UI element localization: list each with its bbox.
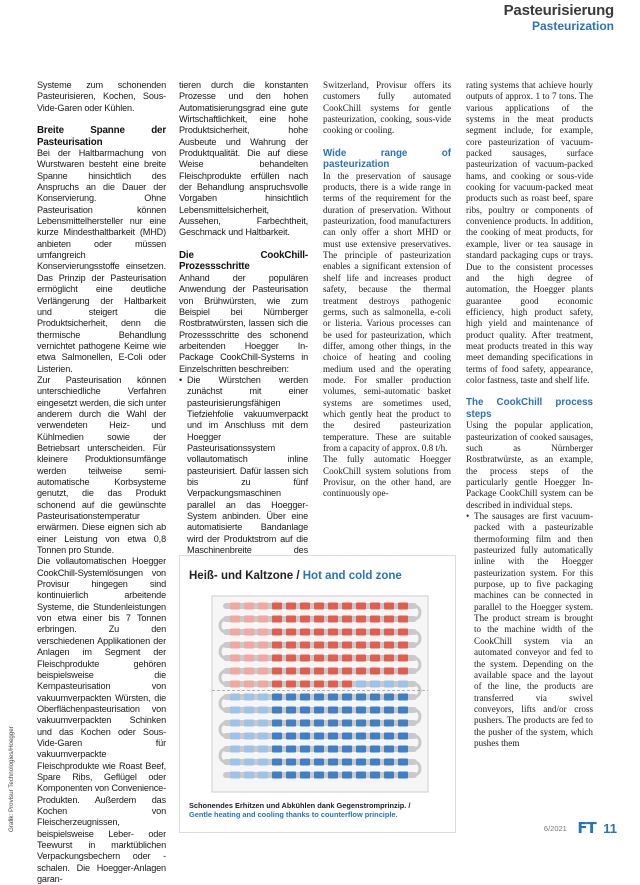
cold-pack: [356, 746, 366, 753]
hot-pack: [300, 655, 310, 662]
cold-pack: [384, 746, 394, 753]
paragraph: In the preservation of sausage products, there is a wide range in terms of the requirement for the duration of preservation. Without pasteurization, food manufacturers can only offer a short MHD or must use extensive preservatives. The principle of pasteurization enables a significant extension of shelf life and increases product safety, because the thermal treatment destroys pathogenic germs, such as salmonella, e-coli or listeria. Various processes can be used for pasteurization, which differ, among other things, in the choice of heating and cooling medium used and the operating mode. For smaller production volumes, semi-automatic basket systems are sometimes used, which gently heat the product to the desired pasteurization temperature. These are suitable from a capacity of approx. 0.8 t/h.: [323, 170, 451, 453]
cold-pack: [300, 759, 310, 766]
cold-pack: [244, 694, 254, 701]
cold-pack: [272, 707, 282, 714]
cold-pack: [398, 746, 408, 753]
hot-pack: [258, 603, 268, 610]
cold-pack: [398, 733, 408, 740]
cold-pack: [244, 772, 254, 779]
paragraph: Zur Pasteurisation können unterschiedliche Verfahren eingesetzt werden, die sich unter anderem durch die Wahl der verwendeten Heiz- und Kühlmedien sowie der Betriebsart unterscheiden. Für kleinere Produktionsumfänge werden teilweise semi-automatische Korbsysteme genutzt, die das Produkt schonend auf die gewünschte Pasteurisationstemperatur erwärmen. Diese eignen sich ab einer Leistung von etwa 0,8 Tonnen pro Stunde.: [37, 374, 166, 556]
hot-pack: [230, 603, 240, 610]
cold-pack: [314, 759, 324, 766]
cold-pack: [328, 759, 338, 766]
cold-pack: [356, 759, 366, 766]
hot-pack: [258, 655, 268, 662]
hot-pack: [398, 655, 408, 662]
hot-pack: [272, 603, 282, 610]
hot-pack: [230, 616, 240, 623]
hot-pack: [342, 603, 352, 610]
section-subtitle: Pasteurization: [531, 19, 614, 33]
cold-pack: [342, 772, 352, 779]
cold-pack: [230, 759, 240, 766]
cold-pack: [342, 707, 352, 714]
hot-pack: [342, 629, 352, 636]
spacer: [323, 137, 451, 148]
cold-pack: [286, 746, 296, 753]
cold-pack: [398, 694, 408, 701]
cold-pack: [328, 733, 338, 740]
hot-pack: [244, 642, 254, 649]
figure-title-de: Heiß- und Kaltzone: [189, 570, 294, 582]
hot-pack: [258, 681, 268, 688]
hot-pack: [342, 642, 352, 649]
cold-pack: [328, 694, 338, 701]
hot-pack: [258, 668, 268, 675]
hot-pack: [342, 681, 352, 688]
paragraph: Switzerland, Provisur offers its customers fully automated CookChill systems for gentle pasteurization, cooking, sous-vide cooking or cooling.: [323, 80, 451, 136]
hot-pack: [314, 629, 324, 636]
column-english-2: [466, 80, 593, 749]
section-title: Pasteurisierung: [503, 2, 614, 19]
hot-pack: [230, 642, 240, 649]
column-german-1: [37, 80, 166, 885]
paragraph: rating systems that achieve hourly outputs of approx. 1 to 7 tons. The various applications of the systems in the meat products segment include, for example, core pasteurization of vacuum-packed sausages, surface pasteurization of vacuum-packed hams, and cooking or sous-vide cooking for vacuum-packed meat products such as roast beef, spare ribs, poultry or components of convenience products. In addition, the cooking of meat products, for example, liver or tea sausage in standard packaging cups or trays. Due to the consistent processes and the high degree of automation, the Hoegger plants guarantee good economic efficiency, high product safety, high yield and maintenance of product quality. After treatment, meat products treated in this way meet demanding specifications in terms of food safety, appearance, color fastness, taste and shelf life.: [466, 80, 593, 385]
cold-pack: [370, 759, 380, 766]
figure-title-separator: /: [293, 570, 303, 582]
hot-pack: [384, 629, 394, 636]
hot-pack: [384, 655, 394, 662]
cold-pack: [370, 707, 380, 714]
bullet-item: [179, 375, 308, 568]
hot-pack: [286, 616, 296, 623]
issue-number: 6/2021: [543, 824, 567, 834]
hot-pack: [356, 681, 366, 688]
caption-en: Gentle heating and cooling thanks to counterflow principle.: [189, 810, 398, 820]
hot-pack: [300, 668, 310, 675]
cold-pack: [258, 759, 268, 766]
hot-pack: [300, 629, 310, 636]
hot-pack: [314, 655, 324, 662]
cold-pack: [286, 694, 296, 701]
magazine-logo: FT: [577, 819, 596, 838]
hot-pack: [356, 668, 366, 675]
hot-pack: [244, 668, 254, 675]
hot-pack: [272, 642, 282, 649]
hot-pack: [384, 616, 394, 623]
subheading: Die CookChill-Prozessschritte: [179, 249, 308, 273]
cold-pack: [384, 720, 394, 727]
cold-pack: [384, 694, 394, 701]
cold-pack: [230, 720, 240, 727]
cold-pack: [384, 772, 394, 779]
cold-pack: [398, 759, 408, 766]
cold-pack: [286, 720, 296, 727]
hot-pack: [370, 681, 380, 688]
hot-pack: [314, 616, 324, 623]
hot-pack: [398, 603, 408, 610]
hot-pack: [356, 629, 366, 636]
cold-pack: [370, 746, 380, 753]
hot-pack: [300, 681, 310, 688]
caption-de: Schonendes Erhitzen und Abkühlen dank Gegenstromprinzip. /: [189, 801, 411, 810]
cold-pack: [286, 759, 296, 766]
hot-pack: [384, 603, 394, 610]
hot-pack: [230, 655, 240, 662]
hot-pack: [244, 681, 254, 688]
cold-pack: [356, 733, 366, 740]
hot-pack: [328, 642, 338, 649]
hot-pack: [328, 603, 338, 610]
cold-pack: [300, 694, 310, 701]
subheading: Breite Spanne der Pasteurisation: [37, 125, 166, 148]
cold-pack: [286, 733, 296, 740]
hot-pack: [356, 642, 366, 649]
hot-pack: [398, 616, 408, 623]
hot-pack: [258, 616, 268, 623]
hot-pack: [230, 668, 240, 675]
hot-pack: [370, 616, 380, 623]
cold-pack: [244, 759, 254, 766]
bullet-marker: •: [466, 511, 470, 522]
cold-pack: [244, 746, 254, 753]
cold-pack: [258, 746, 268, 753]
hot-pack: [314, 668, 324, 675]
hot-pack: [300, 642, 310, 649]
cold-pack: [314, 746, 324, 753]
hot-pack: [244, 655, 254, 662]
hot-pack: [398, 629, 408, 636]
cold-pack: [356, 772, 366, 779]
cold-pack: [314, 720, 324, 727]
paragraph: Anhand der populären Anwendung der Pasteurisation von Brühwürsten, wie zum Beispiel bei Nürnberger Rostbratwürsten, lassen sich die Prozessschritte des schonend arbeitenden Hoegger In-Package CookChill-Systems in Einzelschritten beschreiben:: [179, 272, 308, 374]
paragraph: Bei der Haltbarmachung von Wurstwaren besteht eine breite Spanne hinsichtlich des Anspruchs an die Dauer der Konservierung. Ohne Pasteurisation können Lebensmittelhersteller nur eine kurze Mindesthaltbarkeit (MHD) anbieten oder müssen umfangreich Konservierungsstoffe einsetzen. Das Prinzip der Pasteurisation ermöglicht eine deutliche Verlängerung der Haltbarkeit und steigert die Produktsicherheit, denn die thermische Behandlung vernichtet pathogene Keime wie etwa Salmonellen, E-Coli oder Listerien.: [37, 148, 166, 374]
cold-pack: [230, 733, 240, 740]
hot-pack: [356, 616, 366, 623]
bullet-marker: •: [179, 374, 183, 385]
hot-pack: [342, 655, 352, 662]
hot-pack: [370, 629, 380, 636]
hot-pack: [258, 642, 268, 649]
hot-pack: [384, 668, 394, 675]
cold-pack: [314, 772, 324, 779]
cold-pack: [300, 720, 310, 727]
hot-pack: [314, 603, 324, 610]
paragraph: The fully automatic Hoegger CookChill system solutions from Provisur, on the other hand, are continuously ope-: [323, 454, 451, 499]
hot-pack: [328, 681, 338, 688]
cold-pack: [272, 759, 282, 766]
bullet-item: [466, 511, 593, 749]
cold-pack: [370, 772, 380, 779]
hot-pack: [286, 603, 296, 610]
cold-pack: [398, 772, 408, 779]
cold-pack: [314, 694, 324, 701]
hot-pack: [272, 681, 282, 688]
hot-pack: [286, 629, 296, 636]
cold-pack: [356, 694, 366, 701]
spacer: [179, 239, 308, 250]
hot-pack: [286, 668, 296, 675]
page-footer: [544, 821, 617, 837]
hot-pack: [328, 655, 338, 662]
subheading: The CookChill process steps: [466, 397, 593, 420]
hot-pack: [244, 629, 254, 636]
cold-pack: [342, 746, 352, 753]
cold-pack: [244, 720, 254, 727]
hot-pack: [314, 681, 324, 688]
cold-pack: [258, 694, 268, 701]
cold-pack: [258, 707, 268, 714]
hot-pack: [370, 603, 380, 610]
cold-pack: [272, 746, 282, 753]
cold-pack: [342, 759, 352, 766]
spacer: [466, 386, 593, 397]
cold-pack: [230, 694, 240, 701]
hot-pack: [370, 655, 380, 662]
hot-pack: [272, 668, 282, 675]
cold-pack: [328, 746, 338, 753]
cold-pack: [356, 707, 366, 714]
subheading: Wide range of pasteurization: [323, 147, 451, 171]
cold-pack: [272, 772, 282, 779]
cold-pack: [370, 694, 380, 701]
cold-pack: [328, 772, 338, 779]
hot-pack: [356, 603, 366, 610]
hot-pack: [272, 655, 282, 662]
cold-pack: [398, 720, 408, 727]
cold-pack: [230, 772, 240, 779]
cold-pack: [258, 733, 268, 740]
bullet-text: Die Würstchen werden zunächst mit einer pasteurisierungsfähigen Tiefziehfolie vakuumverpackt und im Anschluss mit dem Hoegger Pasteurisationssystem vollautomatisch inline pasteurisiert. Dafür lassen sich bis zu fünf Verpackungsmaschinen parallel an das Hoegger-System anbinden. Über eine automatisierte Bandanlage wird der Produktstrom auf die Maschinenbreite des: [187, 374, 308, 556]
cold-pack: [300, 733, 310, 740]
cold-pack: [328, 707, 338, 714]
counterflow-diagram: [210, 594, 430, 794]
cold-pack: [370, 733, 380, 740]
hot-pack: [272, 616, 282, 623]
cold-pack: [314, 733, 324, 740]
cold-pack: [230, 746, 240, 753]
hot-pack: [328, 668, 338, 675]
cold-pack: [286, 707, 296, 714]
hot-pack: [286, 642, 296, 649]
spacer: [37, 114, 166, 125]
hot-pack: [286, 681, 296, 688]
hot-pack: [398, 642, 408, 649]
cold-pack: [286, 772, 296, 779]
cold-pack: [272, 720, 282, 727]
hot-pack: [300, 616, 310, 623]
hot-pack: [314, 642, 324, 649]
hot-pack: [244, 616, 254, 623]
hot-pack: [342, 616, 352, 623]
figure-title: [189, 570, 402, 582]
hot-pack: [384, 642, 394, 649]
cold-pack: [398, 707, 408, 714]
hot-pack: [258, 629, 268, 636]
hot-pack: [398, 668, 408, 675]
hot-pack: [356, 655, 366, 662]
figure-caption: [189, 801, 451, 819]
cold-pack: [384, 707, 394, 714]
hot-pack: [300, 603, 310, 610]
cold-pack: [342, 694, 352, 701]
hot-pack: [230, 629, 240, 636]
paragraph: Systeme zum schonenden Pasteurisieren, Kochen, Sous-Vide-Garen oder Kühlen.: [37, 80, 166, 113]
process-figure: [179, 555, 456, 833]
hot-pack: [384, 681, 394, 688]
cold-pack: [300, 707, 310, 714]
hot-pack: [328, 629, 338, 636]
paragraph: Die vollautomatischen Hoegger CookChill-Systemlösungen von Provisur hingegen sind kontinuierlich arbeitende Systeme, die Stundenleistungen von etwa einer bis 7 Tonnen erbringen. Zu den verschiedenen Applikationen der Anlagen im Segment der Fleischprodukte gehören beispielsweise die Kernpasteurisation von vakuumverpackten Würsten, die Oberflächenpasteurisation von vakuumverpackten Schinken und das Kochen oder Sous-Vide-Garen für vakuumverpackte Fleischprodukte wie Roast Beef, Spare Ribs, Geflügel oder Komponenten von Convenience-Produkten. Außerdem das Kochen von Fleischerzeugnissen, beispielsweise Leber- oder Teewurst in marktüblichen Verpackungsbechern oder -schalen. Die Hoegger-Anlagen garan-: [37, 556, 166, 885]
graphic-credit: Grafik: Provisur Technologies/Hoegger: [8, 726, 15, 832]
bullet-text: The sausages are first vacuum-packed with a pasteurizable thermoforming film and then pasteurized fully automatically inline with the Hoegger pasteurization system. For this purpose, up to five packaging machines can be connected in parallel to the Hoegger system. The product stream is brought to the machine width of the CookChill system via an automated conveyor and fed to the system. Depending on the available space and the layout of the line, the products are transferred via swivel conveyors, lifts and/or cross pushers. The products are fed to the pusher of the system, which pushes them: [474, 511, 593, 748]
cold-pack: [314, 707, 324, 714]
column-english-1: [323, 80, 451, 500]
cold-pack: [300, 772, 310, 779]
hot-pack: [398, 681, 408, 688]
hot-pack: [244, 603, 254, 610]
hot-pack: [272, 629, 282, 636]
figure-title-en: Hot and cold zone: [302, 570, 402, 582]
hot-pack: [370, 642, 380, 649]
hot-pack: [342, 668, 352, 675]
cold-pack: [244, 733, 254, 740]
cold-pack: [258, 720, 268, 727]
cold-pack: [370, 720, 380, 727]
cold-pack: [384, 759, 394, 766]
cold-pack: [384, 733, 394, 740]
paragraph: Using the popular application, pasteurization of cooked sausages, such as Nürnberger Rostbratwürste, as an example, the process steps of the particularly gentle Hoegger In-Package CookChill system can be described in individual steps.: [466, 420, 593, 510]
cold-pack: [328, 720, 338, 727]
page-header: [504, 3, 614, 32]
cold-pack: [342, 720, 352, 727]
hot-pack: [286, 655, 296, 662]
cold-pack: [356, 720, 366, 727]
cold-pack: [244, 707, 254, 714]
cold-pack: [272, 694, 282, 701]
column-german-2: [179, 80, 308, 568]
cold-pack: [342, 733, 352, 740]
page-number: 11: [603, 821, 617, 837]
hot-pack: [328, 616, 338, 623]
cold-pack: [230, 707, 240, 714]
cold-pack: [258, 772, 268, 779]
paragraph: tieren durch die konstanten Prozesse und den hohen Automatisierungsgrad eine gute Wirtschaftlichkeit, eine hohe Produktsicherheit, hohe Ausbeute und Wahrung der Produktqualität. Die auf diese Weise behandelten Fleischprodukte erfüllen nach der Behandlung anspruchsvolle Vorgaben hinsichtlich Lebensmittelsicherheit, Aussehen, Farbechtheit, Geschmack und Haltbarkeit.: [179, 80, 308, 238]
cold-pack: [272, 733, 282, 740]
hot-pack: [230, 681, 240, 688]
hot-pack: [370, 668, 380, 675]
cold-pack: [300, 746, 310, 753]
